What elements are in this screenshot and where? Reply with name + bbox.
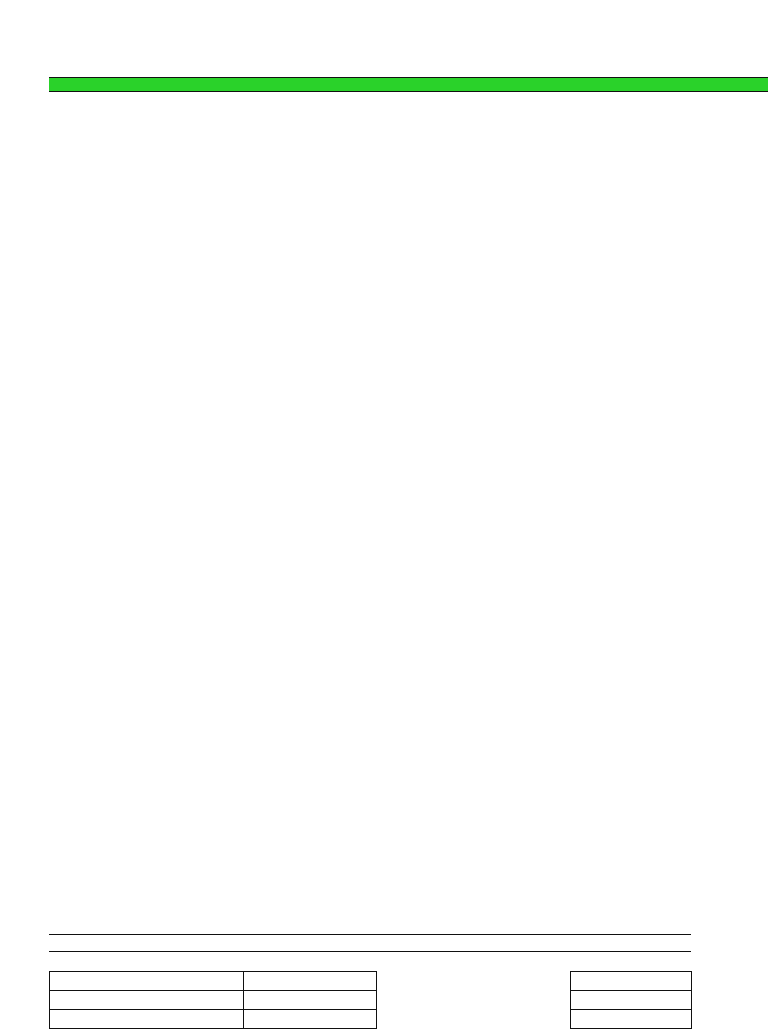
subject-header-right — [571, 971, 692, 990]
subject-header — [50, 971, 244, 990]
pattern-subject — [50, 1009, 244, 1028]
class-v-heading — [50, 952, 377, 971]
questions-header — [244, 971, 377, 990]
test-pattern-table — [49, 952, 692, 1029]
pattern-subject-right — [571, 1009, 692, 1028]
pattern-count — [244, 990, 377, 1009]
pattern-subject — [50, 990, 244, 1009]
pattern-subject-right — [571, 990, 692, 1009]
test-pattern-title — [49, 934, 691, 952]
pattern-count — [244, 1009, 377, 1028]
class-vi-heading — [571, 952, 692, 971]
syllabus-banner — [49, 77, 768, 92]
